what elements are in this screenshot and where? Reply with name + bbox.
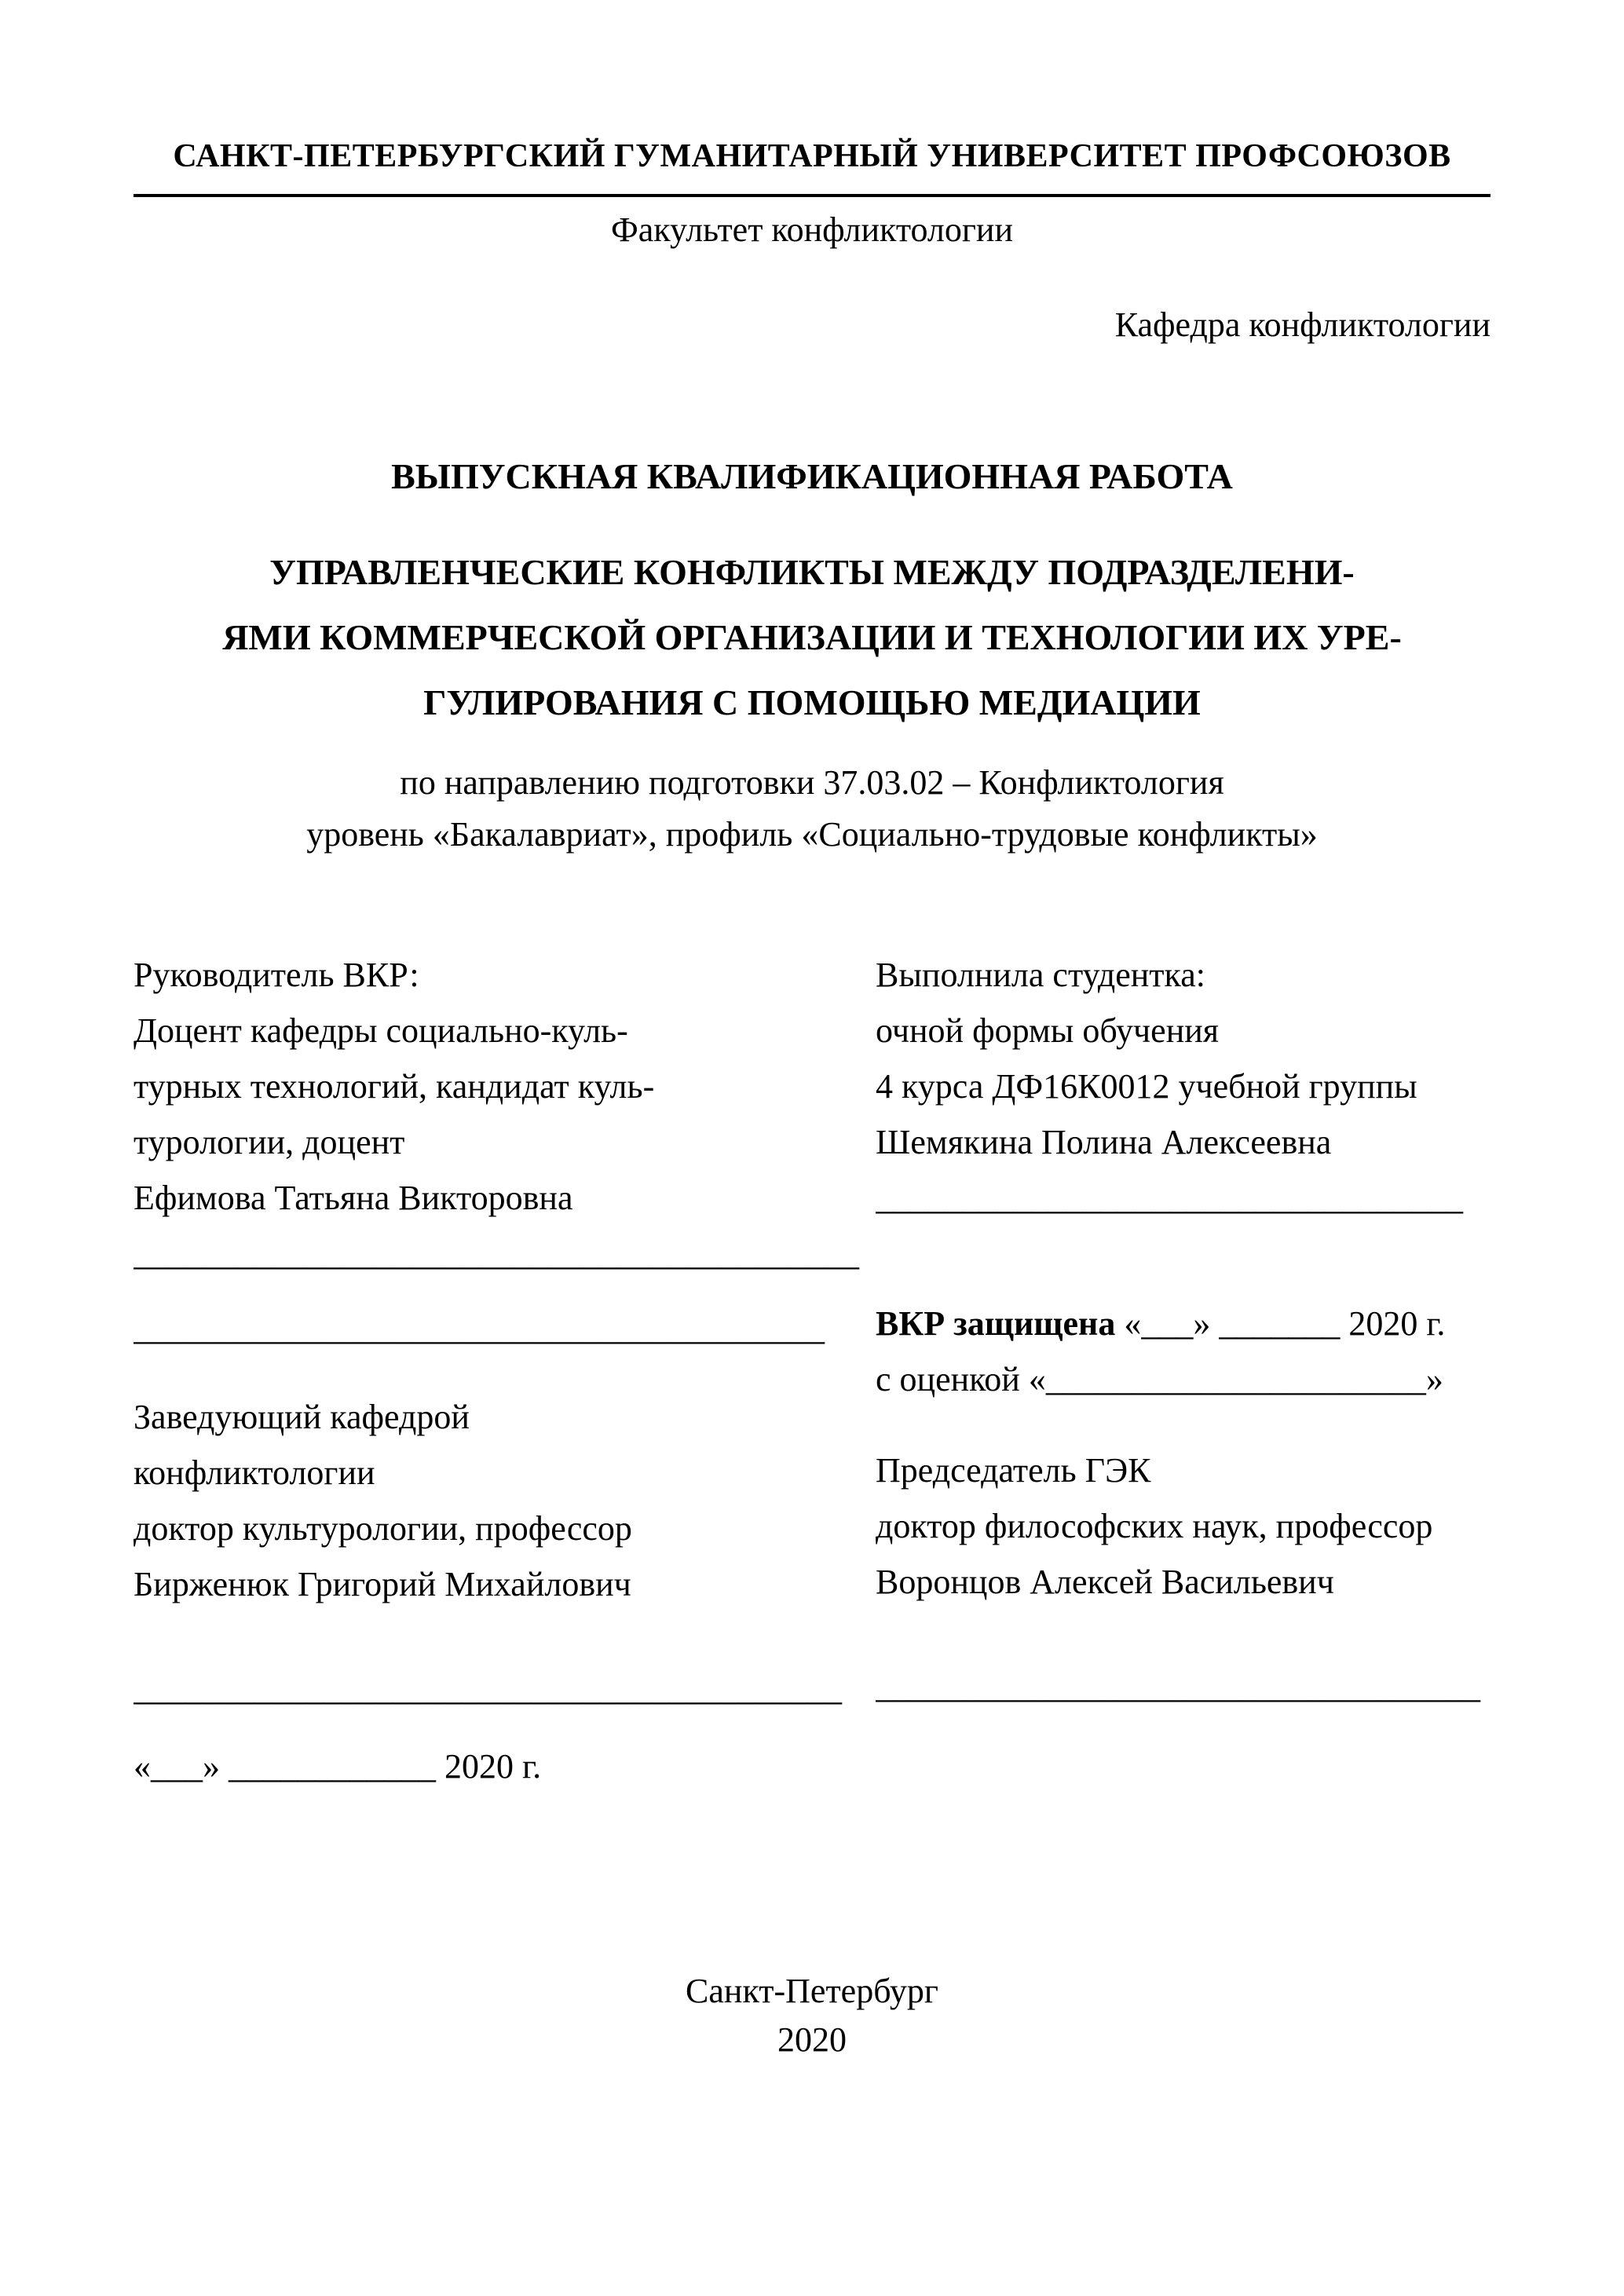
work-type-heading: ВЫПУСКНАЯ КВАЛИФИКАЦИОННАЯ РАБОТА [391,456,1233,497]
committee-name: Воронцов Алексей Васильевич [876,1563,1334,1602]
footer-year: 2020 [777,2020,847,2059]
defense-date-rest: «___» _______ 2020 г. [1115,1304,1446,1344]
program-level: уровень «Бакалавриат», профиль «Социально-трудовые конфликты» [306,815,1318,854]
supervisor-column [134,947,876,1794]
dept-head-signature-line: _________________________________________ [134,1669,842,1709]
student-name: Шемякина Полина Алексеевна [876,1123,1332,1162]
student-signature-line: __________________________________ [876,1179,1463,1218]
supervisor-signature-line: __________________________________________ [134,1234,859,1274]
thesis-title [134,539,1490,735]
student-info-line: 4 курса ДФ16К0012 учебной группы [876,1067,1417,1106]
university-header [134,135,1490,197]
thesis-title-line: ЯМИ КОММЕРЧЕСКОЙ ОРГАНИЗАЦИИ И ТЕХНОЛОГИИ ИХ УРЕ- [222,617,1402,658]
supervisor-position-line: турных технологий, кандидат куль- [134,1067,655,1106]
supervisor-position-line: турологии, доцент [134,1123,405,1162]
thesis-title-line: УПРАВЛЕНЧЕСКИЕ КОНФЛИКТЫ МЕЖДУ ПОДРАЗДЕЛЕНИ- [269,552,1355,593]
dept-head-title-line: конфликтологии [134,1453,375,1493]
defense-label: ВКР защищена [876,1304,1116,1344]
student-column [876,947,1490,1794]
supervisor-heading: Руководитель ВКР: [134,956,419,995]
signature-columns [134,947,1490,1794]
dept-head-title-line: доктор культурологии, профессор [134,1509,632,1548]
footer-city: Санкт-Петербург [686,1972,938,2010]
page-footer [0,1967,1624,2064]
committee-signature-line: ___________________________________ [876,1667,1480,1706]
faculty-line: Факультет конфликтологии [610,210,1013,249]
department-line: Кафедра конфликтологии [1114,305,1490,345]
program-info [134,757,1490,861]
committee-title-line: доктор философских наук, профессор [876,1507,1433,1546]
dept-head-date-line: «___» ____________ 2020 г. [134,1747,542,1786]
dept-head-title-line: Заведующий кафедрой [134,1398,470,1437]
thesis-title-line: ГУЛИРОВАНИЯ С ПОМОЩЬЮ МЕДИАЦИИ [423,682,1201,723]
student-heading: Выполнила студентка: [876,956,1205,995]
student-info-line: очной формы обучения [876,1011,1220,1051]
defense-date-line [876,1296,1490,1351]
supervisor-name: Ефимова Татьяна Викторовна [134,1179,573,1218]
committee-title-line: Председатель ГЭК [876,1451,1151,1490]
supervisor-signature-line-2: ________________________________________ [134,1309,825,1348]
university-name: САНКТ-ПЕТЕРБУРГСКИЙ ГУМАНИТАРНЫЙ УНИВЕРСИТЕТ ПРОФСОЮЗОВ [173,138,1451,174]
program-direction: по направлению подготовки 37.03.02 – Конфликтология [400,763,1224,803]
dept-head-name: Бирженюк Григорий Михайлович [134,1565,631,1604]
defense-grade-line: с оценкой «______________________» [876,1360,1443,1399]
supervisor-position-line: Доцент кафедры социально-куль- [134,1011,628,1051]
